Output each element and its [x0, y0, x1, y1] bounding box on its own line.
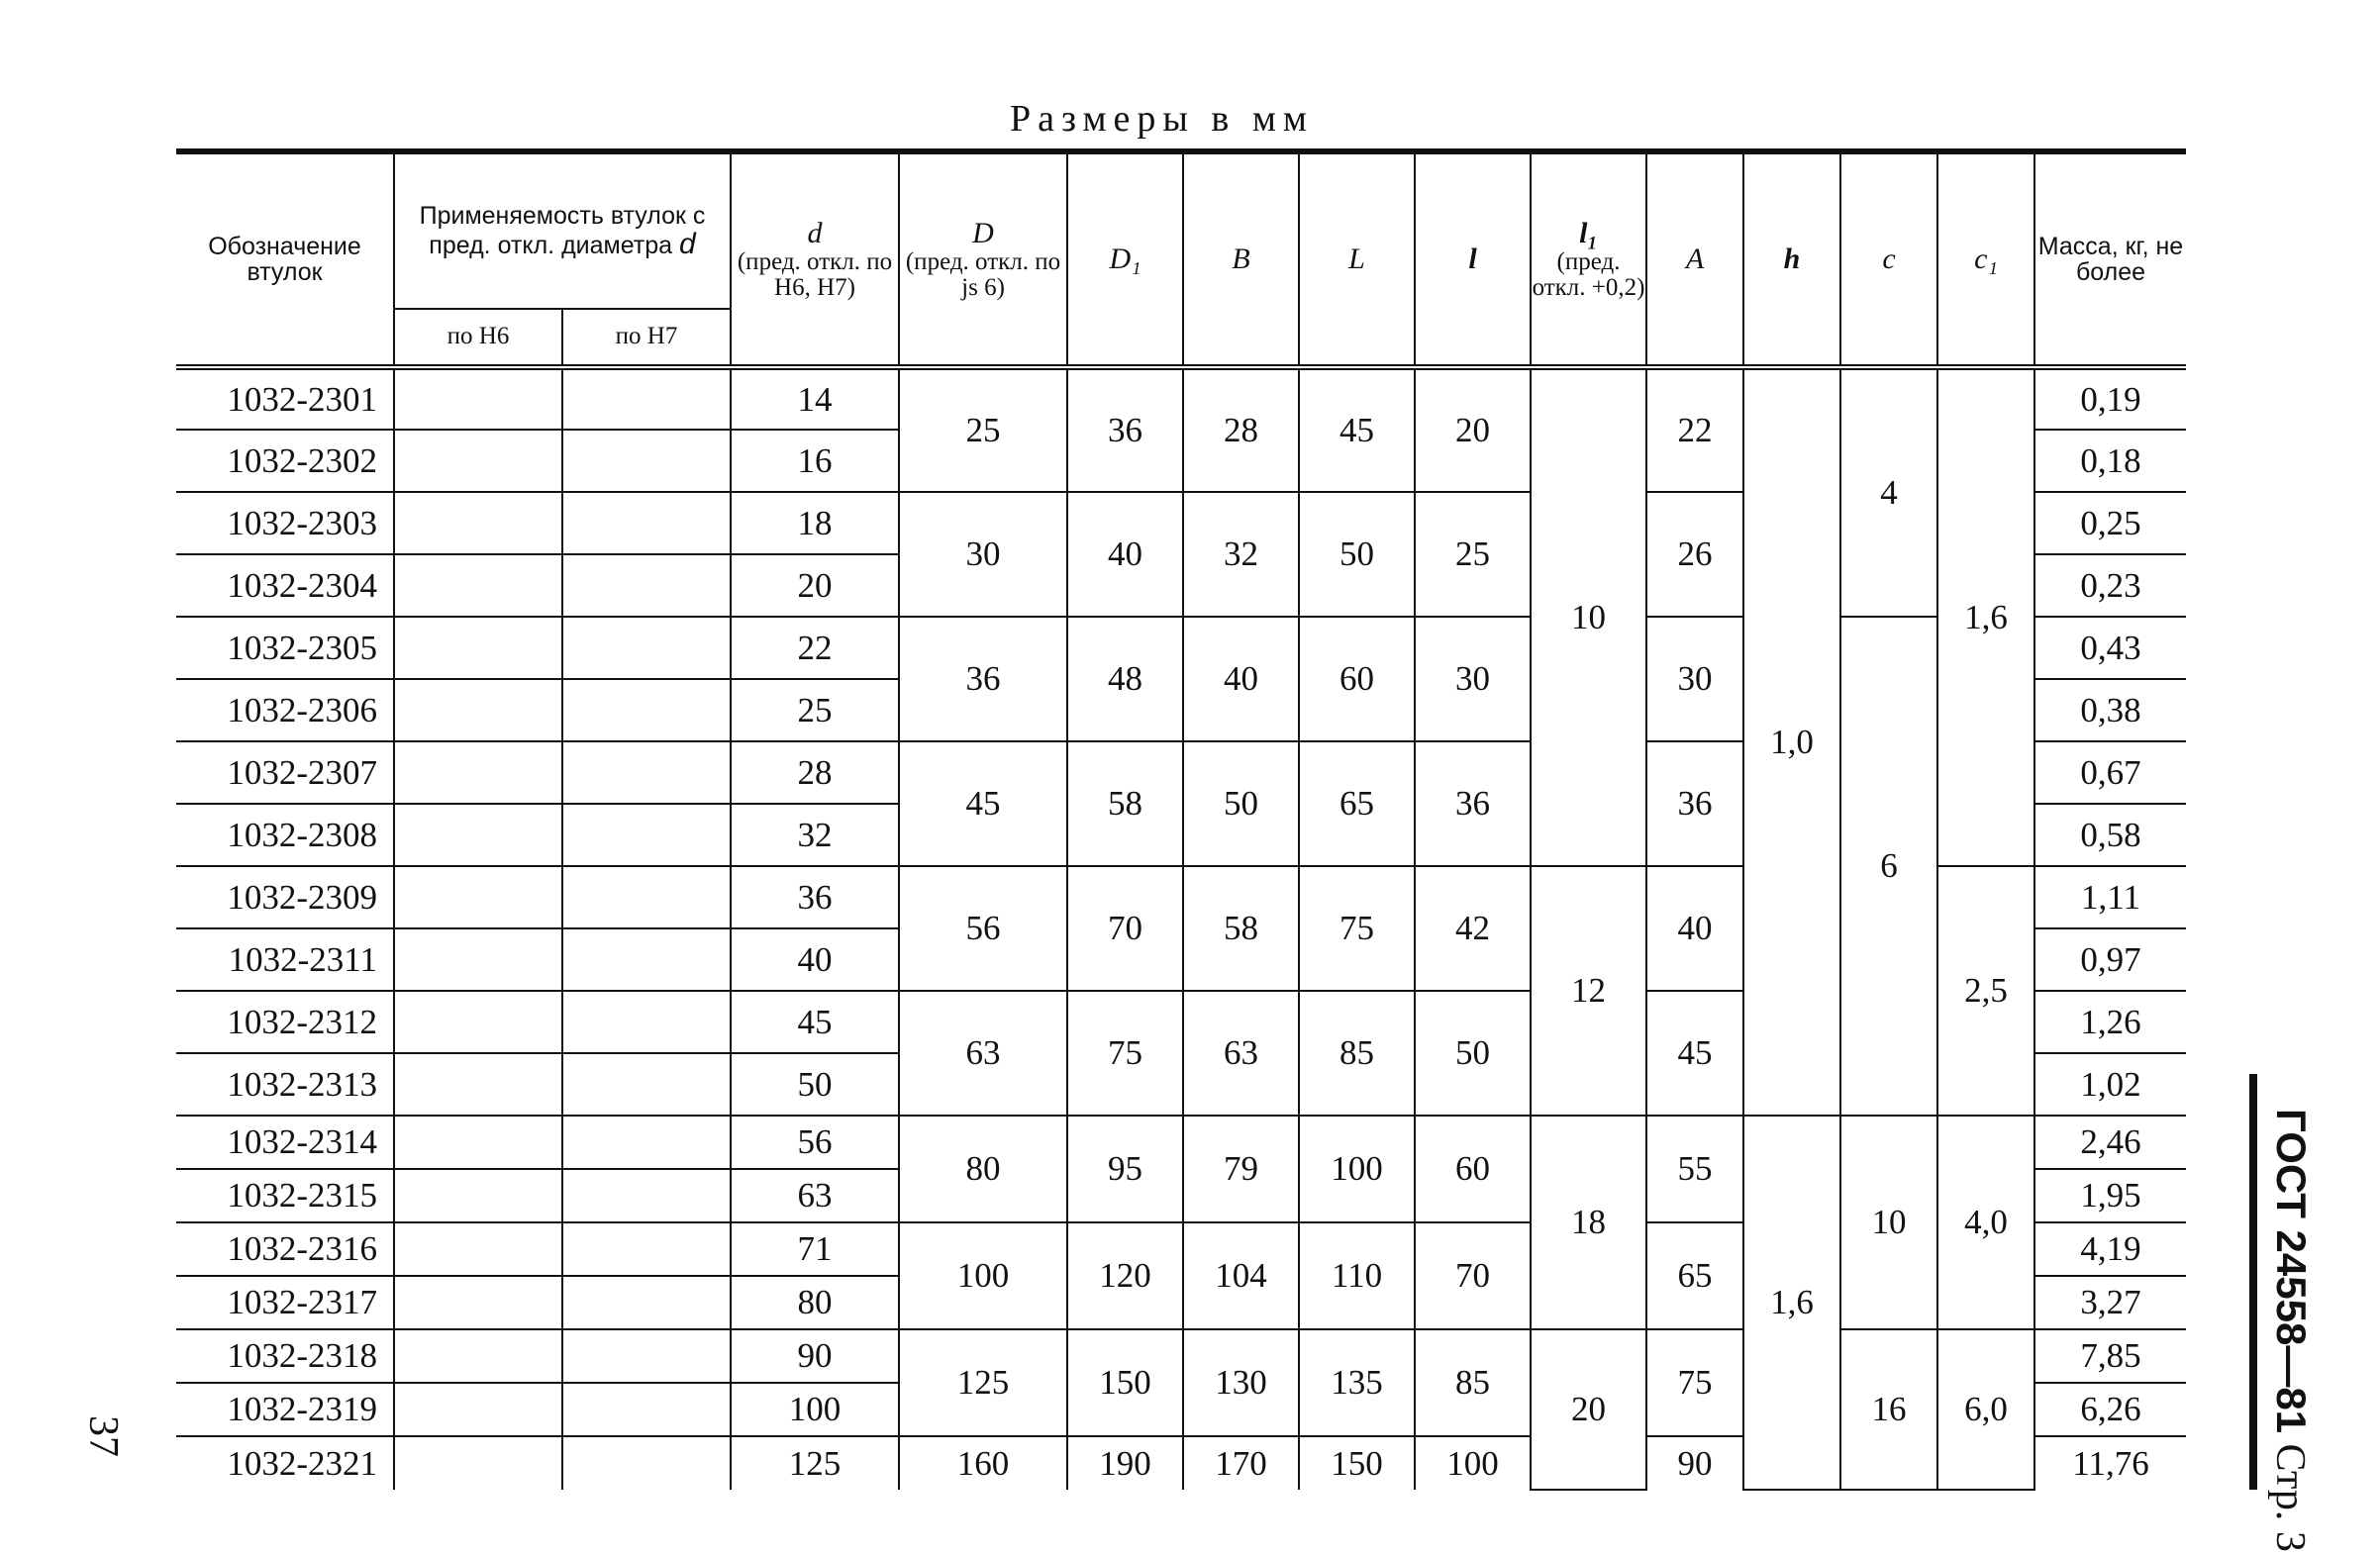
L-cell: 45	[1299, 367, 1415, 492]
table-row	[176, 1329, 2186, 1383]
h7-cell	[562, 991, 731, 1053]
mass-cell: 3,27	[2034, 1276, 2186, 1329]
h7-cell	[562, 430, 731, 492]
units-caption: Размеры в мм	[1010, 98, 1314, 140]
h7-cell	[562, 741, 731, 804]
designation-cell: 1032-2304	[176, 554, 394, 617]
designation-cell: 1032-2307	[176, 741, 394, 804]
h7-cell	[562, 1383, 731, 1436]
B-cell: 170	[1183, 1436, 1299, 1490]
L-cell: 50	[1299, 492, 1415, 617]
margin-rule	[2249, 1074, 2257, 1490]
d-cell: 40	[731, 928, 899, 991]
h7-cell	[562, 1053, 731, 1116]
h7-cell	[562, 928, 731, 991]
d-cell: 63	[731, 1169, 899, 1222]
header-h7: по H7	[562, 309, 731, 367]
h6-cell	[394, 1436, 562, 1490]
h6-cell	[394, 679, 562, 741]
D1-cell: 75	[1067, 991, 1183, 1116]
header-D: D (пред. откл. по js 6)	[899, 151, 1067, 367]
standard-label	[2266, 1109, 2315, 1552]
h7-cell	[562, 554, 731, 617]
h6-cell	[394, 866, 562, 928]
designation-cell: 1032-2318	[176, 1329, 394, 1383]
h-cell: 1,0	[1743, 367, 1840, 1116]
l-cell: 20	[1415, 367, 1531, 492]
D-cell: 100	[899, 1222, 1067, 1329]
h6-cell	[394, 804, 562, 866]
h7-cell	[562, 679, 731, 741]
c1-cell: 1,6	[1937, 367, 2034, 866]
L-cell: 65	[1299, 741, 1415, 866]
h7-cell	[562, 492, 731, 554]
mass-cell: 0,19	[2034, 367, 2186, 430]
L-cell: 60	[1299, 617, 1415, 741]
A-cell: 55	[1646, 1116, 1743, 1222]
l1-cell: 18	[1531, 1116, 1646, 1329]
d-cell: 28	[731, 741, 899, 804]
mass-cell: 4,19	[2034, 1222, 2186, 1276]
mass-cell: 0,18	[2034, 430, 2186, 492]
header-B: B	[1183, 151, 1299, 367]
header-applicability: Применяемость втулок с пред. откл. диаметра d	[394, 151, 731, 309]
header-c1: c₁	[1937, 151, 2034, 367]
c1-cell: 2,5	[1937, 866, 2034, 1116]
A-cell: 36	[1646, 741, 1743, 866]
A-cell: 26	[1646, 492, 1743, 617]
d-cell: 22	[731, 617, 899, 679]
designation-cell: 1032-2312	[176, 991, 394, 1053]
mass-cell: 1,11	[2034, 866, 2186, 928]
h6-cell	[394, 1276, 562, 1329]
h6-cell	[394, 492, 562, 554]
h6-cell	[394, 554, 562, 617]
mass-cell: 2,46	[2034, 1116, 2186, 1169]
h6-cell	[394, 430, 562, 492]
D1-cell: 190	[1067, 1436, 1183, 1490]
A-cell: 22	[1646, 367, 1743, 492]
h7-cell	[562, 1436, 731, 1490]
c1-cell: 4,0	[1937, 1116, 2034, 1329]
h6-cell	[394, 367, 562, 430]
mass-cell: 1,26	[2034, 991, 2186, 1053]
l-cell: 70	[1415, 1222, 1531, 1329]
B-cell: 104	[1183, 1222, 1299, 1329]
L-cell: 100	[1299, 1116, 1415, 1222]
D1-cell: 150	[1067, 1329, 1183, 1436]
d-cell: 16	[731, 430, 899, 492]
h6-cell	[394, 617, 562, 679]
h7-cell	[562, 1276, 731, 1329]
header-h: h	[1743, 151, 1840, 367]
header-mass: Масса, кг, не более	[2034, 151, 2186, 367]
D-cell: 125	[899, 1329, 1067, 1436]
D1-cell: 36	[1067, 367, 1183, 492]
D-cell: 56	[899, 866, 1067, 991]
B-cell: 50	[1183, 741, 1299, 866]
h6-cell	[394, 991, 562, 1053]
designation-cell: 1032-2313	[176, 1053, 394, 1116]
mass-cell: 0,43	[2034, 617, 2186, 679]
l1-cell: 20	[1531, 1329, 1646, 1490]
d-cell: 100	[731, 1383, 899, 1436]
designation-cell: 1032-2309	[176, 866, 394, 928]
designation-cell: 1032-2316	[176, 1222, 394, 1276]
mass-cell: 0,97	[2034, 928, 2186, 991]
d-cell: 45	[731, 991, 899, 1053]
h7-cell	[562, 1222, 731, 1276]
d-cell: 125	[731, 1436, 899, 1490]
c-cell: 6	[1840, 617, 1937, 1116]
h-cell: 1,6	[1743, 1116, 1840, 1490]
bushing-dimensions-table	[176, 148, 2186, 1491]
designation-cell: 1032-2317	[176, 1276, 394, 1329]
d-cell: 90	[731, 1329, 899, 1383]
designation-cell: 1032-2308	[176, 804, 394, 866]
D-cell: 160	[899, 1436, 1067, 1490]
l1-cell: 12	[1531, 866, 1646, 1116]
D1-cell: 120	[1067, 1222, 1183, 1329]
designation-cell: 1032-2319	[176, 1383, 394, 1436]
l-cell: 60	[1415, 1116, 1531, 1222]
c-cell: 16	[1840, 1329, 1937, 1490]
A-cell: 90	[1646, 1436, 1743, 1490]
header-h6: по H6	[394, 309, 562, 367]
B-cell: 32	[1183, 492, 1299, 617]
h6-cell	[394, 1116, 562, 1169]
header-l1: l₁ (пред. откл. +0,2)	[1531, 151, 1646, 367]
D1-cell: 48	[1067, 617, 1183, 741]
l-cell: 42	[1415, 866, 1531, 991]
mass-cell: 0,25	[2034, 492, 2186, 554]
d-cell: 32	[731, 804, 899, 866]
D-cell: 30	[899, 492, 1067, 617]
designation-cell: 1032-2311	[176, 928, 394, 991]
c1-cell: 6,0	[1937, 1329, 2034, 1490]
D1-cell: 58	[1067, 741, 1183, 866]
l-cell: 30	[1415, 617, 1531, 741]
L-cell: 150	[1299, 1436, 1415, 1490]
table-row	[176, 1116, 2186, 1169]
c-cell: 4	[1840, 367, 1937, 617]
d-cell: 25	[731, 679, 899, 741]
B-cell: 58	[1183, 866, 1299, 991]
designation-cell: 1032-2314	[176, 1116, 394, 1169]
l-cell: 85	[1415, 1329, 1531, 1436]
mass-cell: 6,26	[2034, 1383, 2186, 1436]
header-d: d (пред. откл. по H6, H7)	[731, 151, 899, 367]
D-cell: 36	[899, 617, 1067, 741]
d-cell: 50	[731, 1053, 899, 1116]
designation-cell: 1032-2306	[176, 679, 394, 741]
A-cell: 65	[1646, 1222, 1743, 1329]
mass-cell: 0,67	[2034, 741, 2186, 804]
designation-cell: 1032-2302	[176, 430, 394, 492]
B-cell: 28	[1183, 367, 1299, 492]
L-cell: 110	[1299, 1222, 1415, 1329]
mass-cell: 1,95	[2034, 1169, 2186, 1222]
h6-cell	[394, 741, 562, 804]
h6-cell	[394, 1053, 562, 1116]
c-cell: 10	[1840, 1116, 1937, 1329]
L-cell: 135	[1299, 1329, 1415, 1436]
table-row	[176, 367, 2186, 430]
header-L: L	[1299, 151, 1415, 367]
page-number: 37	[80, 1415, 126, 1457]
designation-cell: 1032-2301	[176, 367, 394, 430]
h6-cell	[394, 1383, 562, 1436]
B-cell: 79	[1183, 1116, 1299, 1222]
d-cell: 56	[731, 1116, 899, 1169]
designation-cell: 1032-2315	[176, 1169, 394, 1222]
l-cell: 36	[1415, 741, 1531, 866]
h7-cell	[562, 1169, 731, 1222]
A-cell: 75	[1646, 1329, 1743, 1436]
header-A: A	[1646, 151, 1743, 367]
designation-cell: 1032-2305	[176, 617, 394, 679]
designation-cell: 1032-2303	[176, 492, 394, 554]
table-row	[176, 617, 2186, 679]
h6-cell	[394, 1169, 562, 1222]
D1-cell: 95	[1067, 1116, 1183, 1222]
mass-cell: 0,58	[2034, 804, 2186, 866]
header-l: l	[1415, 151, 1531, 367]
h7-cell	[562, 617, 731, 679]
A-cell: 45	[1646, 991, 1743, 1116]
gost-number: ГОСТ 24558—81	[2268, 1109, 2315, 1434]
D-cell: 45	[899, 741, 1067, 866]
D-cell: 63	[899, 991, 1067, 1116]
A-cell: 40	[1646, 866, 1743, 991]
mass-cell: 11,76	[2034, 1436, 2186, 1490]
h6-cell	[394, 1222, 562, 1276]
d-cell: 71	[731, 1222, 899, 1276]
h7-cell	[562, 1329, 731, 1383]
d-cell: 14	[731, 367, 899, 430]
L-cell: 85	[1299, 991, 1415, 1116]
A-cell: 30	[1646, 617, 1743, 741]
d-cell: 80	[731, 1276, 899, 1329]
l1-cell: 10	[1531, 367, 1646, 866]
h7-cell	[562, 367, 731, 430]
mass-cell: 1,02	[2034, 1053, 2186, 1116]
mass-cell: 7,85	[2034, 1329, 2186, 1383]
designation-cell: 1032-2321	[227, 1443, 377, 1483]
B-cell: 40	[1183, 617, 1299, 741]
d-cell: 20	[731, 554, 899, 617]
mass-cell: 0,38	[2034, 679, 2186, 741]
D-cell: 80	[899, 1116, 1067, 1222]
d-cell: 18	[731, 492, 899, 554]
header-D1: D₁	[1067, 151, 1183, 367]
h7-cell	[562, 1116, 731, 1169]
l-cell: 100	[1415, 1436, 1531, 1490]
l-cell: 25	[1415, 492, 1531, 617]
d-cell: 36	[731, 866, 899, 928]
L-cell: 75	[1299, 866, 1415, 991]
B-cell: 63	[1183, 991, 1299, 1116]
D-cell: 25	[899, 367, 1067, 492]
l-cell: 50	[1415, 991, 1531, 1116]
mass-cell: 0,23	[2034, 554, 2186, 617]
h7-cell	[562, 804, 731, 866]
h6-cell	[394, 928, 562, 991]
header-c: c	[1840, 151, 1937, 367]
h7-cell	[562, 866, 731, 928]
D1-cell: 40	[1067, 492, 1183, 617]
B-cell: 130	[1183, 1329, 1299, 1436]
sheet-number: Стр. 3	[2267, 1443, 2313, 1552]
D1-cell: 70	[1067, 866, 1183, 991]
header-designation: Обозначение втулок	[176, 151, 394, 367]
h6-cell	[394, 1329, 562, 1383]
